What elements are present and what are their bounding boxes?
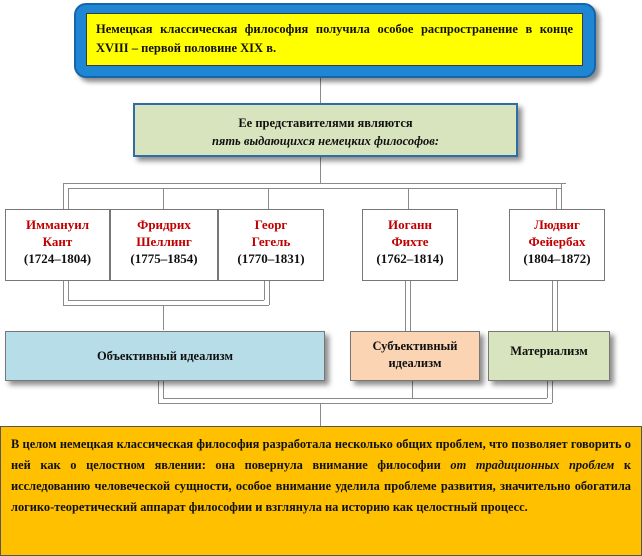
connector xyxy=(63,281,64,305)
connector xyxy=(264,281,265,300)
connector xyxy=(163,398,547,399)
connector xyxy=(158,381,159,403)
philosopher-hegel xyxy=(218,209,324,281)
connector xyxy=(163,381,164,398)
philosopher-years: (1762–1814) xyxy=(376,251,444,266)
connector xyxy=(268,188,269,209)
philosopher-last-name: Гегель xyxy=(251,234,291,249)
connector xyxy=(63,305,269,306)
representatives-line1: Ее представителями являются xyxy=(238,116,413,130)
intro-text: Немецкая классическая философия получила особое распространение в конце XVIII – первой половине XIX в. xyxy=(86,13,583,66)
connector xyxy=(163,305,164,330)
subjective-idealism-label: Субъективный идеализм xyxy=(372,339,458,370)
materialism-box xyxy=(488,331,610,381)
philosopher-first-name: Фридрих xyxy=(137,217,191,232)
philosopher-feuerbach xyxy=(509,209,605,281)
philosopher-last-name: Шеллинг xyxy=(136,234,192,249)
connector xyxy=(68,188,69,209)
philosopher-years: (1724–1804) xyxy=(23,251,92,266)
connector xyxy=(320,403,321,426)
philosopher-years: (1775–1854) xyxy=(130,251,198,266)
connector xyxy=(557,281,558,331)
philosopher-first-name: Иммануил xyxy=(25,217,89,232)
philosopher-last-name: Фейербах xyxy=(528,234,586,249)
summary-italic: от традиционных проблем xyxy=(450,458,615,472)
connector xyxy=(68,281,69,300)
connector xyxy=(556,188,557,209)
summary-text-2: к исследованию человеческой сущности, особое внимание уделила проблеме развития, значительно обогатила логико-теоретический аппарат философии и взглянула на историю как целостный процесс. xyxy=(11,458,631,514)
connector xyxy=(68,188,561,189)
connector xyxy=(552,281,553,331)
connector xyxy=(561,183,562,209)
representatives-box xyxy=(133,103,518,157)
objective-idealism-label: Объективный идеализм xyxy=(96,349,234,363)
philosopher-kant xyxy=(5,209,110,281)
connector xyxy=(163,188,164,209)
philosopher-first-name: Людвиг xyxy=(534,217,580,232)
connector xyxy=(320,157,321,183)
materialism-label: Материализм xyxy=(510,344,588,358)
connector xyxy=(410,281,411,331)
connector xyxy=(158,403,552,404)
representatives-line2: пять выдающихся немецких философов: xyxy=(211,134,440,148)
connector xyxy=(63,183,64,209)
summary-box xyxy=(0,426,642,556)
connector xyxy=(405,281,406,331)
philosopher-last-name: Кант xyxy=(42,234,73,249)
summary-text-1: В целом немецкая классическая философия разработала несколько общих проблем, что позволяет говорить о ней как о целостном явлении: она повернула внимание философии xyxy=(11,437,631,472)
connector xyxy=(552,381,553,403)
connector xyxy=(547,381,548,398)
connector xyxy=(269,281,270,305)
connector xyxy=(68,300,264,301)
objective-idealism-box xyxy=(5,331,325,381)
philosopher-years: (1770–1831) xyxy=(237,251,305,266)
philosopher-last-name: Фихте xyxy=(391,234,429,249)
philosopher-schelling xyxy=(110,209,218,281)
philosopher-first-name: Иоганн xyxy=(388,217,432,232)
connector xyxy=(408,188,409,209)
connector xyxy=(412,381,413,398)
subjective-idealism-box xyxy=(350,331,480,381)
philosopher-fichte xyxy=(362,209,458,281)
connector xyxy=(320,78,321,103)
connector xyxy=(63,183,566,184)
philosopher-first-name: Георг xyxy=(254,217,288,232)
philosopher-years: (1804–1872) xyxy=(523,251,591,266)
